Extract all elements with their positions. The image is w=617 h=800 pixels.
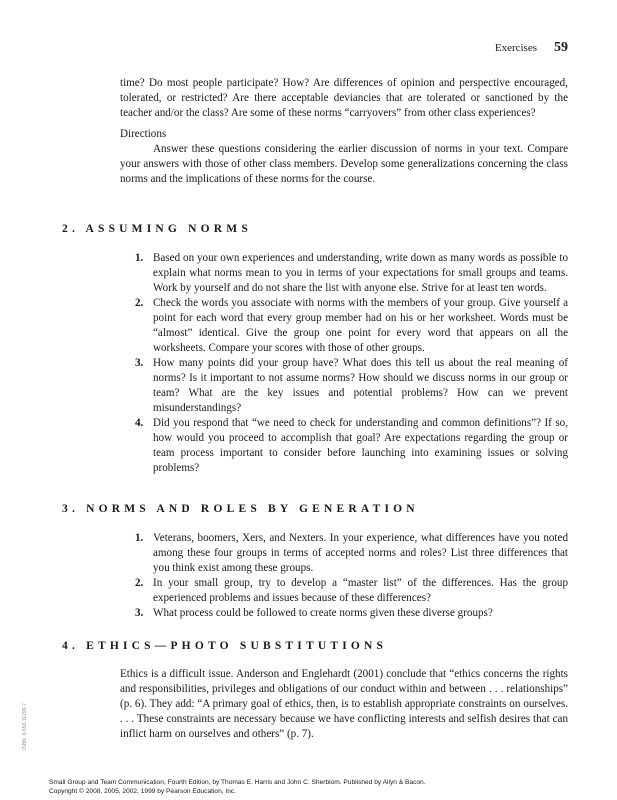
page-number: 59 bbox=[554, 40, 568, 55]
isbn-margin-note: ISBN: 0-558-11299-7 bbox=[22, 703, 28, 750]
list-item bbox=[135, 606, 568, 621]
ethics-paragraph: Ethics is a difficult issue. Anderson and Englehardt (2001) conclude that “ethics concerns the rights and responsibilities, privileges and obligations of our conduct within and between . . . relationships” (p. 6). They add: “A primary goal of ethics, then, is to establish appropriate constraints on ourselves. . . . These constraints are necessary because we have conflicting interests and selfish desires that can inflict harm on ourselves and others” (p. 7). bbox=[120, 668, 568, 740]
running-header bbox=[0, 40, 617, 58]
norms-and-roles-list bbox=[135, 531, 568, 621]
item-number: 2. bbox=[135, 577, 144, 589]
footer-publication-line: Small Group and Team Communication, Fourth Edition, by Thomas E. Harris and John C. Sherblom. Published by Allyn & Bacon. bbox=[49, 779, 426, 786]
list-item bbox=[135, 251, 568, 296]
item-number: 1. bbox=[135, 532, 144, 544]
item-number: 3. bbox=[135, 357, 144, 369]
section-heading-assuming-norms: 2. ASSUMING NORMS bbox=[62, 223, 252, 235]
item-text: Did you respond that “we need to check for understanding and common definitions”? If so, how would you proceed to accomplish that goal? Are expectations regarding the group or team process important to consider before launching into examining issues or solving problems? bbox=[153, 417, 568, 474]
item-text: In your small group, try to develop a “master list” of the differences. Has the group experienced problems and issues because of these differences? bbox=[153, 577, 568, 604]
section-heading-norms-and-roles: 3. NORMS AND ROLES BY GENERATION bbox=[62, 503, 419, 515]
list-item bbox=[135, 576, 568, 606]
ethics-block bbox=[120, 667, 568, 742]
item-text: Check the words you associate with norms with the members of your group. Give yourself a point for each word that every group member had on his or her worksheet. Words must be “almost” identical. Give the group one point for every word that appears on all the worksheets. Compare your scores with those of other groups. bbox=[153, 297, 568, 354]
footer-copyright-line: Copyright © 2008, 2005, 2002, 1999 by Pearson Education, Inc. bbox=[49, 788, 237, 795]
list-item bbox=[135, 356, 568, 416]
item-text: Based on your own experiences and understanding, write down as many words as possible to explain what norms mean to you in terms of your expectations for small groups and teams. Work by yourself and do not share the list with anyone else. Strive for at least ten words. bbox=[153, 252, 568, 294]
item-text: How many points did your group have? What does this tell us about the real meaning of norms? Is it important to not assume norms? How should we discuss norms in our group or team? What are the key issues and potential problems? How can we prevent misunderstandings? bbox=[153, 357, 568, 414]
directions-title: Directions bbox=[120, 128, 167, 140]
item-text: What process could be followed to create norms given these diverse groups? bbox=[153, 607, 493, 619]
intro-paragraph: time? Do most people participate? How? Are differences of opinion and perspective encouraged, tolerated, or restricted? Are there acceptable deviancies that are tolerated or sanctioned by the teacher and/or the class? Are some of these norms “carryovers” from other class experiences? bbox=[120, 77, 568, 119]
item-text: Veterans, boomers, Xers, and Nexters. In your experience, what differences have you noted among these four groups in terms of accepted norms and roles? List three differences that you think exist among these groups. bbox=[153, 532, 568, 574]
item-number: 4. bbox=[135, 417, 144, 429]
list-item bbox=[135, 531, 568, 576]
item-number: 3. bbox=[135, 607, 144, 619]
item-number: 1. bbox=[135, 252, 144, 264]
running-header-section: Exercises bbox=[494, 42, 537, 54]
copyright-footer bbox=[49, 778, 426, 796]
item-number: 2. bbox=[135, 297, 144, 309]
assuming-norms-list bbox=[135, 251, 568, 476]
list-item bbox=[135, 416, 568, 476]
list-item bbox=[135, 296, 568, 356]
directions-text: Answer these questions considering the earlier discussion of norms in your text. Compare your answers with those of other class members. Develop some generalizations concerning the class norms and the implications of these norms for the course. bbox=[120, 143, 568, 185]
intro-block bbox=[120, 76, 568, 187]
section-heading-ethics: 4. ETHICS—PHOTO SUBSTITUTIONS bbox=[62, 640, 388, 652]
